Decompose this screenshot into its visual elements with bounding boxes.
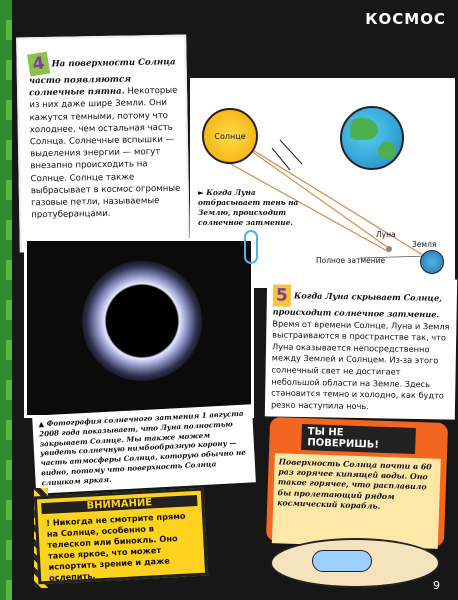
warning-title: ВНИМАНИЕ <box>41 495 197 514</box>
section-title: КОСМОС <box>365 10 446 28</box>
moon-label: Луна <box>376 230 396 239</box>
sun-label: Солнце <box>214 131 246 141</box>
solar-corona <box>82 261 202 381</box>
eclipse-card <box>265 276 457 419</box>
diagram-caption: ► Когда Луна отбрасывает тень на Землю, происходит солнечное затмение. <box>198 188 299 227</box>
sun-spots-body: Некоторые из них даже шире Земли. Они кажутся темными, потому что холоднее, чем остальная часть Солнца. Солнечные вспышки — выделения энергии — могут внезапно происходить на Солнце. Солнце также выбрасывает в космос огромные газовые петли, называемые протуберанцами. <box>29 85 181 221</box>
fact-title: ТЫ НЕ ПОВЕРИШЬ! <box>301 424 416 454</box>
sun-spots-text <box>28 51 183 222</box>
fact-text: Поверхность Солнца почти в 60 раз горячее кипящей воды. Оно такое горячее, что расплавило бы пролетающий рядом космический корабль. <box>272 453 441 549</box>
warning-text: ! Никогда не смотрите прямо на Солнце, особенно в телескоп или бинокль. Оно такое яркое, что может испортить зрение и даже ослепить. <box>45 510 186 583</box>
earth-cartoon-icon <box>340 106 404 170</box>
eclipse-photo <box>24 238 254 418</box>
earth-land-icon <box>350 118 378 140</box>
page-number: 9 <box>433 579 440 592</box>
green-stripe <box>6 0 12 600</box>
photo-caption: ▲ Фотография солнечного затмения 1 августа 2008 года показывает, что Луна полностью закрывает Солнце. Мы также можем увидеть солнечную нимбообразную корону — часть атмосферы Солнца, которую обычно не видно, потому что поверхность Солнца слишком яркая. <box>32 404 256 493</box>
warning-box <box>34 488 208 585</box>
eclipse-body: Время от времени Солнце, Луна и Земля выстраиваются в пространстве так, что Луна оказывается непосредственно между Землей и Солнцем. Из-за этого солнечный свет не достигает небольшой области на Земле. Здесь становится темно и холодно, как будто резко наступила ночь. <box>270 318 450 411</box>
sun-icon <box>202 108 258 164</box>
sun-spots-lead: На поверхности Солнца часто появляются солнечные пятна. <box>28 57 176 99</box>
full-eclipse-label: Полное затмение <box>316 256 386 265</box>
spaceship-cartoon <box>270 538 440 588</box>
eclipse-text <box>271 284 451 413</box>
section-number-4: 4 <box>27 52 50 77</box>
fact-sticker <box>266 417 448 547</box>
section-number-5: 5 <box>273 284 291 306</box>
sun-spots-card <box>16 35 190 253</box>
earth-land-icon <box>378 142 396 160</box>
earth-label: Земля <box>412 240 437 249</box>
moon-icon <box>386 246 392 252</box>
spaceship-icon <box>312 550 372 572</box>
earth-icon <box>420 250 444 274</box>
paperclip-icon <box>244 230 258 264</box>
eclipse-lead: Когда Луна скрывает Солнце, происходит солнечное затмение. <box>272 290 443 320</box>
